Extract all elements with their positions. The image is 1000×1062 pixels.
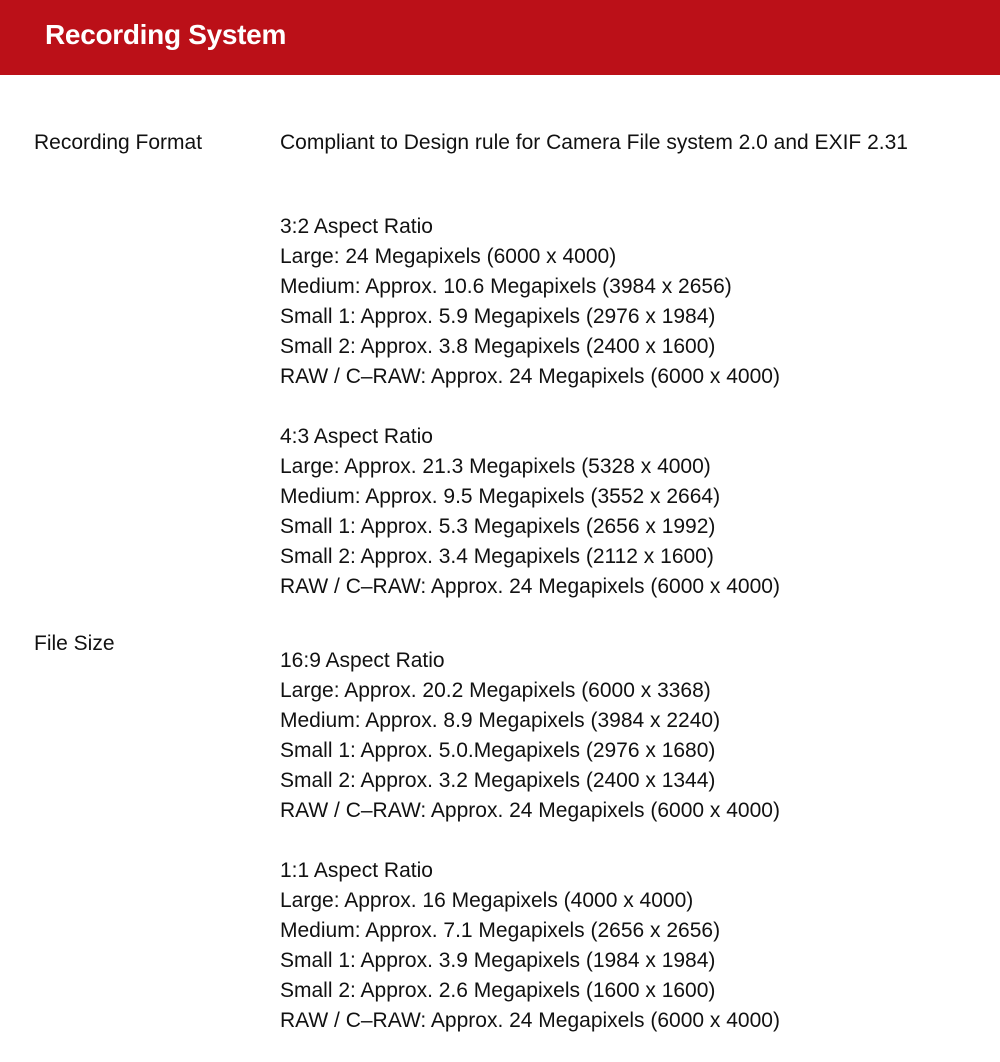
aspect-group-title: 1:1 Aspect Ratio	[280, 859, 433, 882]
size-line: Small 1: Approx. 5.3 Megapixels (2656 x 1992)	[280, 515, 716, 538]
size-line: RAW / C–RAW: Approx. 24 Megapixels (6000 x 4000)	[280, 575, 780, 598]
aspect-group-4-3	[280, 422, 980, 602]
aspect-group-3-2	[280, 212, 980, 392]
size-line: Large: Approx. 16 Megapixels (4000 x 4000)	[280, 889, 694, 912]
size-line: RAW / C–RAW: Approx. 24 Megapixels (6000 x 4000)	[280, 1009, 780, 1032]
size-line: Small 1: Approx. 5.0.Megapixels (2976 x 1680)	[280, 739, 716, 762]
section-title: Recording System	[45, 19, 287, 50]
recording-format-label: Recording Format	[34, 131, 203, 154]
aspect-group-16-9	[280, 646, 980, 826]
size-line: Large: Approx. 21.3 Megapixels (5328 x 4000)	[280, 455, 711, 478]
size-line: Medium: Approx. 7.1 Megapixels (2656 x 2656)	[280, 919, 721, 942]
aspect-group-title: 16:9 Aspect Ratio	[280, 649, 445, 672]
size-line: Small 1: Approx. 5.9 Megapixels (2976 x 1984)	[280, 305, 716, 328]
size-line: RAW / C–RAW: Approx. 24 Megapixels (6000 x 4000)	[280, 799, 780, 822]
size-line: Medium: Approx. 9.5 Megapixels (3552 x 2664)	[280, 485, 721, 508]
size-line: Medium: Approx. 8.9 Megapixels (3984 x 2240)	[280, 709, 721, 732]
size-line: Small 2: Approx. 3.2 Megapixels (2400 x 1344)	[280, 769, 716, 792]
file-size-label: File Size	[34, 632, 115, 655]
section-header	[0, 0, 1000, 75]
aspect-group-title: 3:2 Aspect Ratio	[280, 215, 433, 238]
size-line: Small 2: Approx. 3.4 Megapixels (2112 x 1600)	[280, 545, 714, 568]
size-line: Large: Approx. 20.2 Megapixels (6000 x 3368)	[280, 679, 711, 702]
size-line: Small 1: Approx. 3.9 Megapixels (1984 x 1984)	[280, 949, 716, 972]
size-line: Large: 24 Megapixels (6000 x 4000)	[280, 245, 617, 268]
size-line: Small 2: Approx. 3.8 Megapixels (2400 x 1600)	[280, 335, 716, 358]
size-line: RAW / C–RAW: Approx. 24 Megapixels (6000 x 4000)	[280, 365, 780, 388]
size-line: Small 2: Approx. 2.6 Megapixels (1600 x 1600)	[280, 979, 716, 1002]
size-line: Medium: Approx. 10.6 Megapixels (3984 x 2656)	[280, 275, 732, 298]
recording-format-value: Compliant to Design rule for Camera File system 2.0 and EXIF 2.31	[280, 131, 908, 154]
aspect-group-1-1	[280, 856, 980, 1036]
aspect-group-title: 4:3 Aspect Ratio	[280, 425, 433, 448]
